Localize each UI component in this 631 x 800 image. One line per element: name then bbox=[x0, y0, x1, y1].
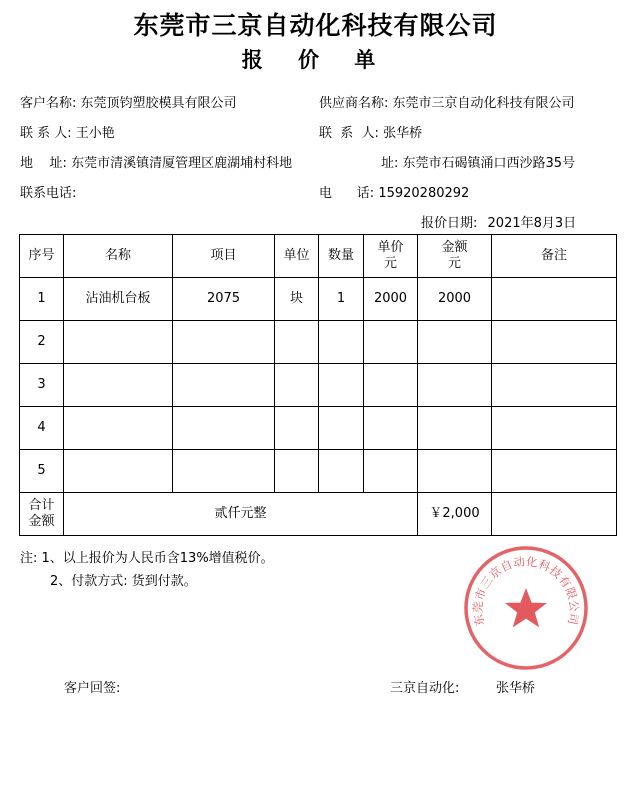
table-row bbox=[20, 364, 617, 407]
company-sign-label: 三京自动化: bbox=[390, 681, 460, 696]
cell-name bbox=[64, 364, 173, 407]
header-amount-line1: 金额 bbox=[441, 240, 468, 255]
cell-unit: 块 bbox=[275, 278, 319, 321]
cell-price bbox=[364, 407, 418, 450]
cell-item: 2075 bbox=[173, 278, 275, 321]
cell-amount bbox=[418, 450, 492, 493]
cell-price: 2000 bbox=[364, 278, 418, 321]
total-remark bbox=[492, 493, 617, 536]
document-title: 报 价 单 bbox=[241, 47, 390, 72]
total-label-line1: 合计 bbox=[28, 498, 55, 513]
supplier-contact-row bbox=[319, 122, 422, 141]
contact-row bbox=[20, 122, 115, 141]
supplier-name-value: 东莞市三京自动化科技有限公司 bbox=[392, 96, 575, 111]
supplier-name-label: 供应商名称: bbox=[319, 96, 389, 111]
cell-name bbox=[64, 450, 173, 493]
cell-item bbox=[173, 321, 275, 364]
cell-name bbox=[64, 407, 173, 450]
cell-remark bbox=[492, 321, 617, 364]
table-row bbox=[20, 321, 617, 364]
phone-row bbox=[20, 182, 76, 201]
header-unit-price-line2: 元 bbox=[383, 256, 397, 271]
cell-name: 沾油机台板 bbox=[64, 278, 173, 321]
table-row bbox=[20, 450, 617, 493]
cell-remark bbox=[492, 450, 617, 493]
cell-seq: 5 bbox=[20, 450, 64, 493]
supplier-contact-value: 张华桥 bbox=[383, 126, 423, 141]
header-qty: 数量 bbox=[319, 235, 364, 278]
header-unit: 单位 bbox=[275, 235, 319, 278]
cell-qty bbox=[319, 450, 364, 493]
seal-text: 东莞市三京自动化科技有限公司 bbox=[470, 554, 582, 628]
cell-amount: 2000 bbox=[418, 278, 492, 321]
cell-seq: 4 bbox=[20, 407, 64, 450]
customer-sign-label: 客户回签: bbox=[64, 681, 121, 696]
supplier-phone-row bbox=[319, 182, 469, 201]
cell-item bbox=[173, 407, 275, 450]
cell-remark bbox=[492, 278, 617, 321]
cell-seq: 3 bbox=[20, 364, 64, 407]
note-1: 注: 1、以上报价为人民币含13%增值税价。 bbox=[20, 551, 274, 566]
header-name: 名称 bbox=[64, 235, 173, 278]
note-2: 2、付款方式: 货到付款。 bbox=[50, 574, 197, 589]
supplier-address-value: 东莞市石碣镇涌口西沙路35号 bbox=[402, 156, 576, 171]
cell-amount bbox=[418, 321, 492, 364]
header-item: 项目 bbox=[173, 235, 275, 278]
cell-unit bbox=[275, 407, 319, 450]
cell-unit bbox=[275, 364, 319, 407]
cell-name bbox=[64, 321, 173, 364]
cell-item bbox=[173, 450, 275, 493]
total-label bbox=[20, 493, 64, 536]
header-unit-price-line1: 单价 bbox=[377, 240, 404, 255]
cell-qty bbox=[319, 364, 364, 407]
company-seal bbox=[462, 544, 590, 672]
header-unit-price bbox=[364, 235, 418, 278]
supplier-phone-value: 15920280292 bbox=[378, 186, 470, 201]
header-seq: 序号 bbox=[20, 235, 64, 278]
cell-unit bbox=[275, 321, 319, 364]
seal-star-icon bbox=[505, 588, 547, 627]
header-amount-line2: 元 bbox=[447, 256, 461, 271]
cell-price bbox=[364, 321, 418, 364]
customer-name-value: 东莞顶钧塑胶模具有限公司 bbox=[80, 96, 237, 111]
quote-table bbox=[19, 234, 617, 536]
table-row bbox=[20, 407, 617, 450]
cell-seq: 1 bbox=[20, 278, 64, 321]
cell-qty: 1 bbox=[319, 278, 364, 321]
cell-item bbox=[173, 364, 275, 407]
supplier-name-row bbox=[319, 92, 575, 111]
customer-name-row bbox=[20, 92, 237, 111]
customer-name-label: 客户名称: bbox=[20, 96, 77, 111]
phone-label: 联系电话: bbox=[20, 186, 77, 201]
cell-amount bbox=[418, 364, 492, 407]
total-amount: ￥2,000 bbox=[418, 493, 492, 536]
signer-name: 张华桥 bbox=[496, 681, 536, 696]
header-remark: 备注 bbox=[492, 235, 617, 278]
cell-price bbox=[364, 364, 418, 407]
cell-qty bbox=[319, 321, 364, 364]
total-label-line2: 金额 bbox=[28, 514, 55, 529]
header-amount bbox=[418, 235, 492, 278]
supplier-phone-label: 电 话: bbox=[319, 186, 375, 201]
cell-qty bbox=[319, 407, 364, 450]
supplier-contact-label: 联 系 人: bbox=[319, 126, 379, 141]
company-title: 东莞市三京自动化科技有限公司 bbox=[133, 11, 498, 40]
cell-amount bbox=[418, 407, 492, 450]
table-row bbox=[20, 278, 617, 321]
address-label: 地 址: bbox=[20, 156, 67, 171]
supplier-address-label: 址: bbox=[381, 156, 399, 171]
table-total-row bbox=[20, 493, 617, 536]
address-row bbox=[20, 152, 292, 171]
quote-date-label: 报价日期: bbox=[421, 216, 478, 231]
quote-date-row bbox=[421, 212, 576, 231]
total-in-words: 贰仟元整 bbox=[64, 493, 418, 536]
address-value: 东莞市清溪镇清厦管理区鹿湖埔村科地 bbox=[71, 156, 293, 171]
quote-date-value: 2021年8月3日 bbox=[487, 216, 577, 231]
supplier-address-row bbox=[381, 152, 575, 171]
cell-price bbox=[364, 450, 418, 493]
contact-label: 联 系 人: bbox=[20, 126, 72, 141]
cell-remark bbox=[492, 364, 617, 407]
cell-remark bbox=[492, 407, 617, 450]
cell-seq: 2 bbox=[20, 321, 64, 364]
contact-value: 王小艳 bbox=[75, 126, 115, 141]
cell-unit bbox=[275, 450, 319, 493]
table-header-row bbox=[20, 235, 617, 278]
